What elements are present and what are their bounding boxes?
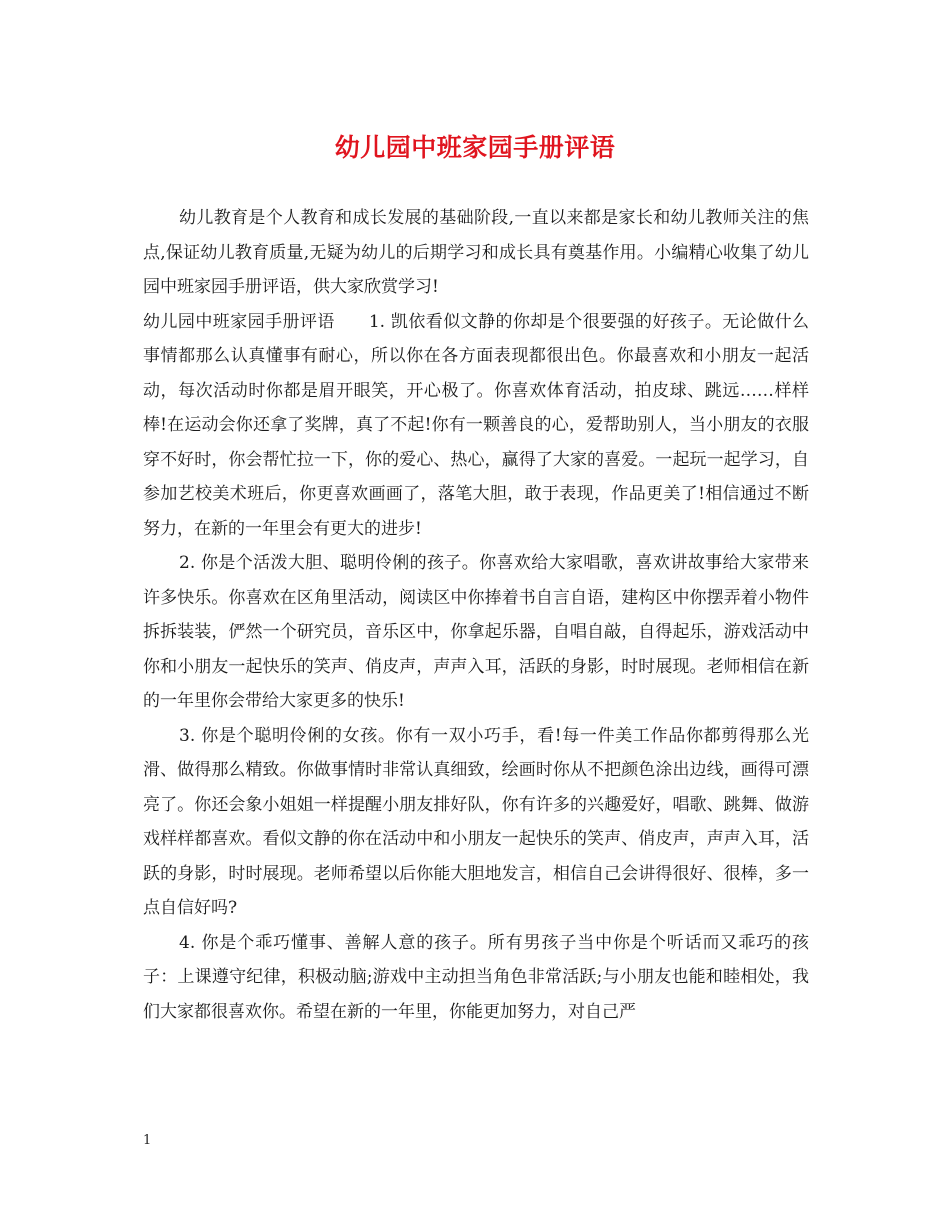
- section-heading: 幼儿园中班家园手册评语: [143, 311, 335, 332]
- paragraph-3: 3. 你是个聪明伶俐的女孩。你有一双小巧手，看!每一件美工作品你都剪得那么光滑、做得那么精致。你做事情时非常认真细致，绘画时你从不把颜色涂出边线，画得可漂亮了。你还会象小姐姐一样提醒小朋友排好队，你有许多的兴趣爱好，唱歌、跳舞、做游戏样样都喜欢。看似文静的你在活动中和小朋友一起快乐的笑声、俏皮声，声声入耳，活跃的身影，时时展现。老师希望以后你能大胆地发言，相信自己会讲得很好、很棒，多一点自信好吗?: [143, 725, 809, 918]
- page-number: 1: [143, 1133, 152, 1148]
- document-body: [143, 201, 809, 1029]
- document-title: 幼儿园中班家园手册评语: [334, 133, 616, 162]
- intro-paragraph: 幼儿教育是个人教育和成长发展的基础阶段,一直以来都是家长和幼儿教师关注的焦点,保证幼儿教育质量,无疑为幼儿的后期学习和成长具有奠基作用。小编精心收集了幼儿园中班家园手册评语，供大家欣赏学习!: [143, 208, 809, 297]
- paragraph-4: 4. 你是个乖巧懂事、善解人意的孩子。所有男孩子当中你是个听话而又乖巧的孩子：上课遵守纪律，积极动脑;游戏中主动担当角色非常活跃;与小朋友也能和睦相处，我们大家都很喜欢你。希望在新的一年里，你能更加努力，对自己严: [143, 932, 809, 1022]
- comment-1: 1. 凯依看似文静的你却是个很要强的好孩子。无论做什么事情都那么认真懂事有耐心，所以你在各方面表现都很出色。你最喜欢和小朋友一起活动，每次活动时你都是眉开眼笑，开心极了。你喜欢体育活动，拍皮球、跳远……样样棒!在运动会你还拿了奖牌，真了不起!你有一颗善良的心，爱帮助别人，当小朋友的衣服穿不好时，你会帮忙拉一下，你的爱心、热心，赢得了大家的喜爱。一起玩一起学习，自参加艺校美术班后，你更喜欢画画了，落笔大胆，敢于表现，作品更美了!相信通过不断努力，在新的一年里会有更大的进步!: [143, 311, 810, 539]
- paragraph-1: [143, 305, 809, 547]
- heading-gap: [335, 312, 369, 332]
- paragraph-2: 2. 你是个活泼大胆、聪明伶俐的孩子。你喜欢给大家唱歌，喜欢讲故事给大家带来许多快乐。你喜欢在区角里活动，阅读区中你捧着书自言自语，建构区中你摆弄着小物件拆拆装装，俨然一个研究员，音乐区中，你拿起乐器，自唱自敲，自得起乐，游戏活动中你和小朋友一起快乐的笑声、俏皮声，声声入耳，活跃的身影，时时展现。老师相信在新的一年里你会带给大家更多的快乐!: [143, 553, 809, 711]
